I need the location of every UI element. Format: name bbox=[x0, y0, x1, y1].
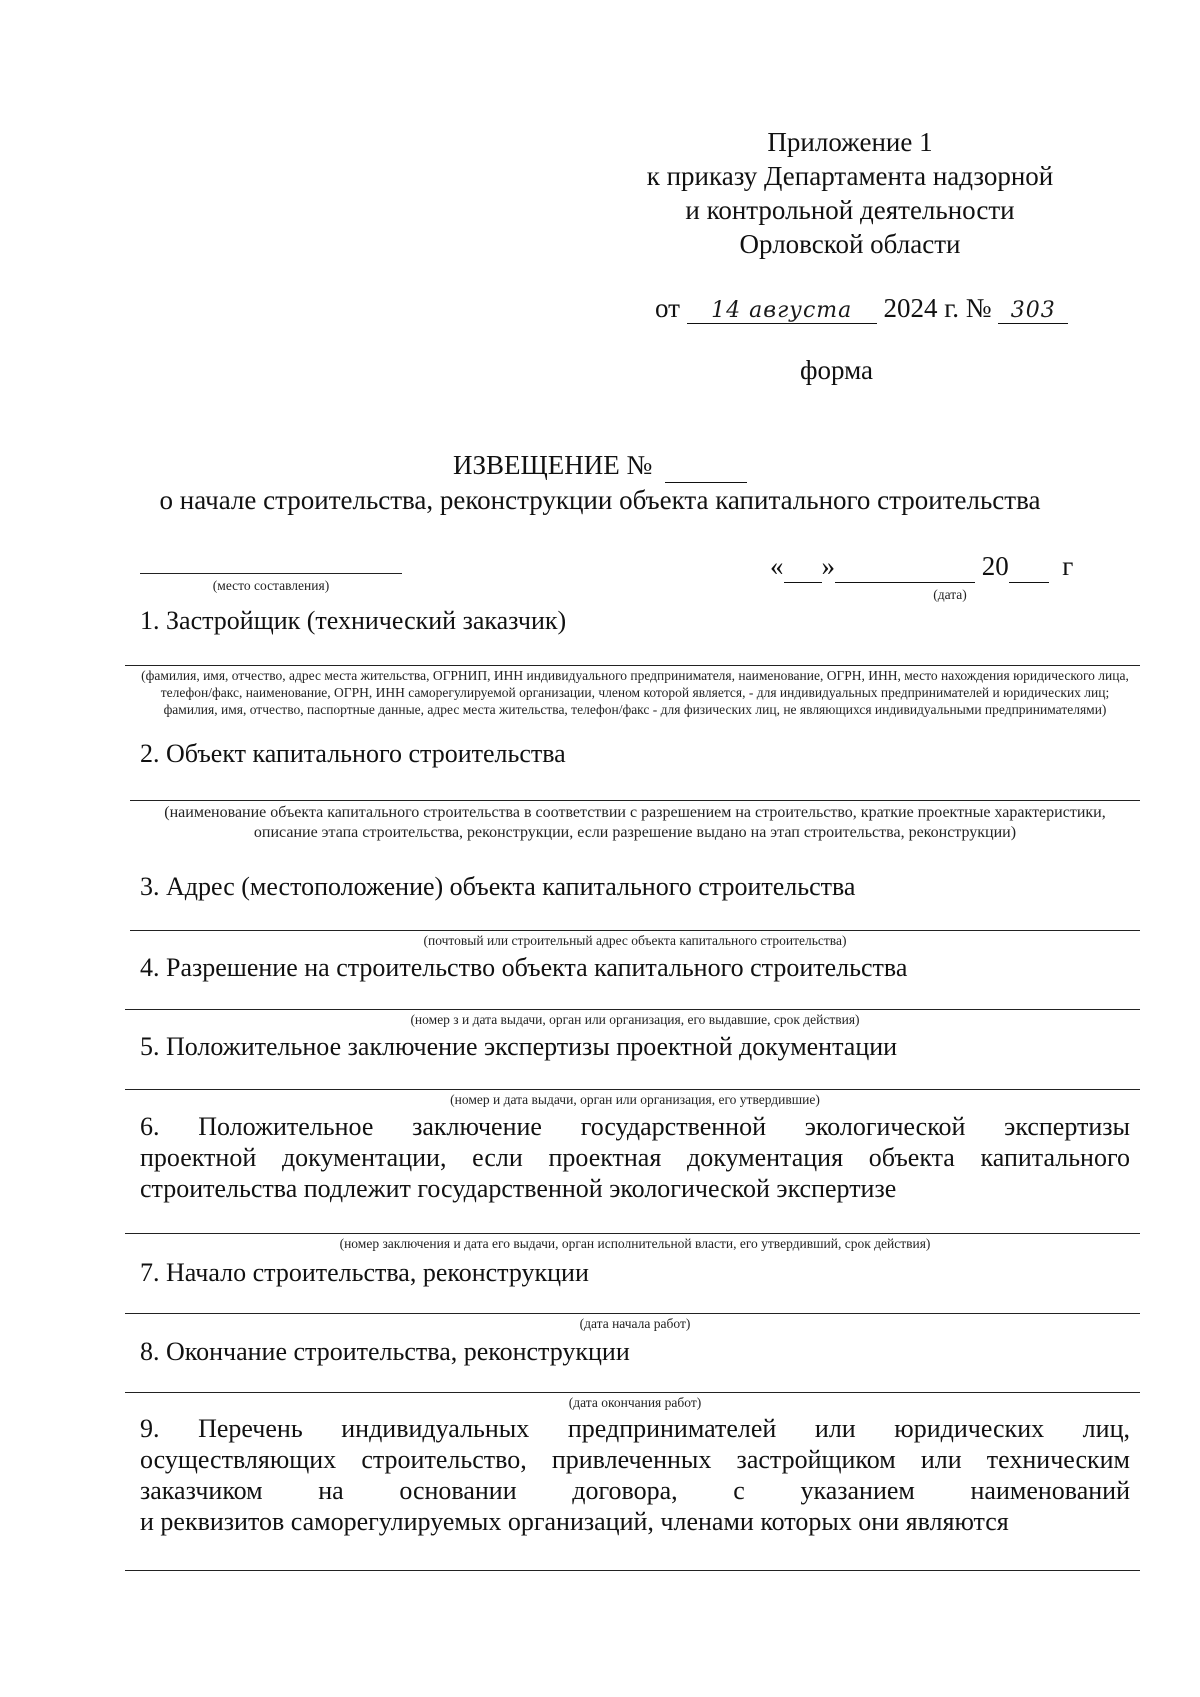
notice-title bbox=[0, 448, 1200, 517]
item-7-line bbox=[125, 1313, 1140, 1314]
item-9-line-2: осуществляющих строительство, привлеченных застройщиком или техническим bbox=[140, 1445, 1130, 1474]
item-9-label bbox=[140, 1413, 1130, 1537]
month-blank bbox=[835, 551, 975, 583]
item-7-hint: (дата начала работ) bbox=[579, 1316, 691, 1331]
appendix-line-1: Приложение 1 bbox=[767, 127, 933, 157]
handwritten-date: 14 августа bbox=[687, 298, 877, 324]
item-8-label: 8. Окончание строительства, реконструкции bbox=[140, 1337, 630, 1366]
item-9-line-1: 9. Перечень индивидуальных предпринимателей или юридических лиц, bbox=[140, 1414, 1130, 1443]
item-8-hint: (дата окончания работ) bbox=[568, 1395, 702, 1410]
appendix-line-3: и контрольной деятельности bbox=[685, 195, 1015, 225]
appendix-line-4: Орловской области bbox=[739, 229, 961, 259]
item-9-line bbox=[125, 1570, 1140, 1571]
item-4-hint: (номер з и дата выдачи, орган или организация, его выдавшие, срок действия) bbox=[410, 1012, 860, 1027]
order-year: 2024 г. № bbox=[883, 293, 992, 323]
appendix-header bbox=[600, 125, 1100, 261]
day-blank bbox=[784, 551, 822, 583]
item-9-line-4: и реквизитов саморегулируемых организаций, членами которых они являются bbox=[140, 1507, 1009, 1536]
item-1-line bbox=[125, 665, 1140, 666]
item-6-line-3: строительства подлежит государственной экологической экспертизе bbox=[140, 1174, 897, 1203]
date-hint: (дата) bbox=[933, 587, 967, 602]
item-2-label: 2. Объект капитального строительства bbox=[140, 739, 566, 768]
item-5-line bbox=[125, 1089, 1140, 1090]
notice-number-blank bbox=[665, 448, 747, 483]
form-label: форма bbox=[800, 355, 873, 385]
item-6-line-2: проектной документации, если проектная документация объекта капитального bbox=[140, 1143, 1130, 1172]
notice-heading: ИЗВЕЩЕНИЕ № bbox=[0, 448, 1200, 483]
item-1-label: 1. Застройщик (технический заказчик) bbox=[140, 606, 567, 635]
item-7-label: 7. Начало строительства, реконструкции bbox=[140, 1258, 589, 1287]
item-3-label: 3. Адрес (местоположение) объекта капитального строительства bbox=[140, 872, 856, 901]
notice-subheading: о начале строительства, реконструкции объекта капитального строительства bbox=[159, 485, 1041, 515]
item-6-line bbox=[125, 1233, 1140, 1234]
place-hint: (место составления) bbox=[212, 578, 330, 593]
item-1-hint: (фамилия, имя, отчество, адрес места жительства, ОГРНИП, ИНН индивидуального предпринимателя, наименование, ОГРН, ИНН, место нахождения юридического лица, телефон/факс, наименование, ОГРН, ИНН саморегулируемой организации, членом которой является, - для индивидуальных предпринимателей и юридических лиц; фамилия, имя, отчество, паспортные данные, адрес места жительства, телефон/факс - для физических лиц, не являющихся индивидуальными предпринимателями) bbox=[141, 668, 1129, 717]
item-5-hint: (номер и дата выдачи, орган или организация, его утвердившие) bbox=[450, 1092, 820, 1107]
item-4-line bbox=[125, 1009, 1140, 1010]
item-8-line bbox=[125, 1392, 1140, 1393]
place-line bbox=[140, 573, 402, 574]
date-fields: « » 20 г bbox=[770, 551, 1074, 581]
item-2-hint: (наименование объекта капитального строительства в соответствии с разрешением на строительство, краткие проектные характеристики, описание этапа строительства, реконструкции, если разрешение выдано на этап строительства, реконструкции) bbox=[164, 804, 1106, 841]
item-6-label bbox=[140, 1111, 1130, 1204]
item-4-label: 4. Разрешение на строительство объекта капитального строительства bbox=[140, 953, 908, 982]
item-6-line-1: 6. Положительное заключение государственной экологической экспертизы bbox=[140, 1112, 1130, 1141]
appendix-line-2: к приказу Департамента надзорной bbox=[646, 161, 1054, 191]
item-3-line bbox=[130, 930, 1140, 931]
item-6-hint: (номер заключения и дата его выдачи, орган исполнительной власти, его утвердивший, срок действия) bbox=[339, 1236, 931, 1251]
order-date-line bbox=[655, 293, 1068, 324]
item-9-line-3: заказчиком на основании договора, с указанием наименований bbox=[140, 1476, 1130, 1505]
item-3-hint: (почтовый или строительный адрес объекта капитального строительства) bbox=[423, 933, 847, 948]
item-2-line bbox=[130, 800, 1140, 801]
handwritten-order-number: 303 bbox=[998, 298, 1068, 324]
item-5-label: 5. Положительное заключение экспертизы проектной документации bbox=[140, 1032, 898, 1061]
date-prefix: от bbox=[655, 293, 680, 323]
year-blank bbox=[1009, 551, 1049, 583]
